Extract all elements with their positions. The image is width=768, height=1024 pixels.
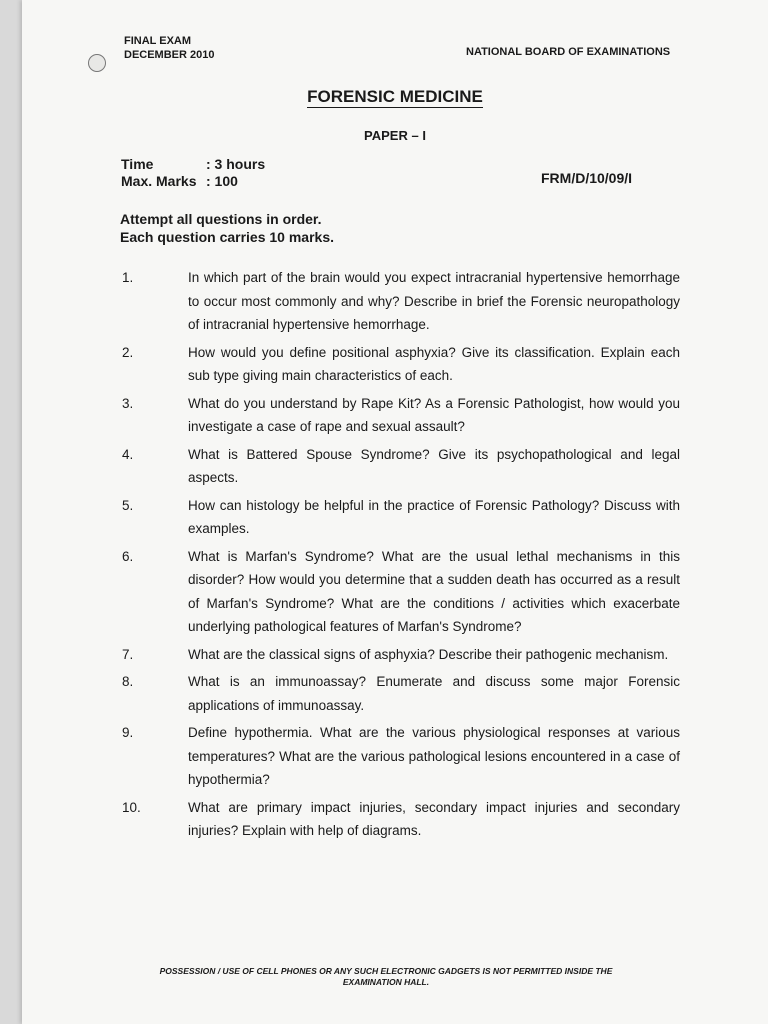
exam-header-left [124, 34, 214, 62]
punch-hole-icon [88, 54, 106, 72]
question-item [122, 796, 680, 843]
footer-line: POSSESSION / USE OF CELL PHONES OR ANY SUCH ELECTRONIC GADGETS IS NOT PERMITTED INSIDE THE [159, 966, 613, 976]
question-text: What is an immunoassay? Enumerate and discuss some major Forensic applications of immunoassay. [188, 674, 680, 713]
question-text: What do you understand by Rape Kit? As a Forensic Pathologist, how would you investigate a case of rape and sexual assault? [188, 395, 680, 434]
question-item [122, 670, 680, 717]
paper-code: FRM/D/10/09/I [541, 170, 633, 186]
marks-row [121, 173, 265, 190]
question-text: What is Battered Spouse Syndrome? Give its psychopathological and legal aspects. [188, 446, 680, 485]
question-item [122, 443, 680, 490]
question-item [122, 643, 680, 667]
marks-value: : 100 [206, 173, 238, 189]
marks-label: Max. Marks [121, 173, 197, 189]
footer-notice [116, 966, 656, 988]
question-text: How would you define positional asphyxia? Give its classification. Explain each sub type giving main characteristics of each. [188, 344, 680, 383]
question-list [122, 266, 680, 847]
instruction-line: Attempt all questions in order. [120, 211, 322, 227]
exam-type: FINAL EXAM [124, 35, 192, 47]
question-text: What is Marfan's Syndrome? What are the usual lethal mechanisms in this disorder? How would you determine that a sudden death has occurred as a result of Marfan's Syndrome? What are the conditions / activities which exacerbate underlying pathological features of Marfan's Syndrome? [188, 548, 680, 634]
question-number: 8. [122, 674, 134, 689]
question-text: How can histology be helpful in the practice of Forensic Pathology? Discuss with examples. [188, 497, 680, 536]
question-number: 5. [122, 497, 134, 513]
question-number: 7. [122, 646, 134, 662]
instructions [120, 210, 334, 246]
exam-date: DECEMBER 2010 [124, 49, 215, 61]
question-item [122, 266, 680, 337]
time-label: Time [121, 156, 154, 172]
question-text: What are primary impact injuries, secondary impact injuries and secondary injuries? Explain with help of diagrams. [188, 799, 680, 838]
question-item [122, 494, 680, 541]
time-value: : 3 hours [206, 156, 266, 172]
exam-page [22, 0, 768, 1024]
paper-number: PAPER – I [364, 128, 426, 143]
exam-meta [121, 156, 265, 190]
time-row [121, 156, 265, 173]
question-item [122, 721, 680, 792]
question-number: 9. [122, 725, 134, 740]
question-text: Define hypothermia. What are the various physiological responses at various temperatures? What are the various pathological lesions encountered in a case of hypothermia? [188, 725, 680, 787]
question-text: What are the classical signs of asphyxia? Describe their pathogenic mechanism. [188, 646, 669, 662]
question-number: 4. [122, 446, 134, 462]
question-item [122, 545, 680, 639]
footer-line: EXAMINATION HALL. [342, 977, 430, 987]
question-item [122, 341, 680, 388]
question-number: 3. [122, 395, 134, 411]
question-number: 2. [122, 344, 134, 360]
board-name: NATIONAL BOARD OF EXAMINATIONS [466, 46, 671, 58]
question-number: 10. [122, 799, 141, 815]
question-number: 6. [122, 548, 134, 564]
instruction-line: Each question carries 10 marks. [120, 229, 334, 245]
question-number: 1. [122, 270, 134, 285]
page-title: FORENSIC MEDICINE [307, 87, 483, 106]
question-item [122, 392, 680, 439]
question-text: In which part of the brain would you expect intracranial hypertensive hemorrhage to occur most commonly and why? Describe in brief the Forensic neuropathology of intracranial hypertensive hemorrhage. [188, 270, 680, 332]
